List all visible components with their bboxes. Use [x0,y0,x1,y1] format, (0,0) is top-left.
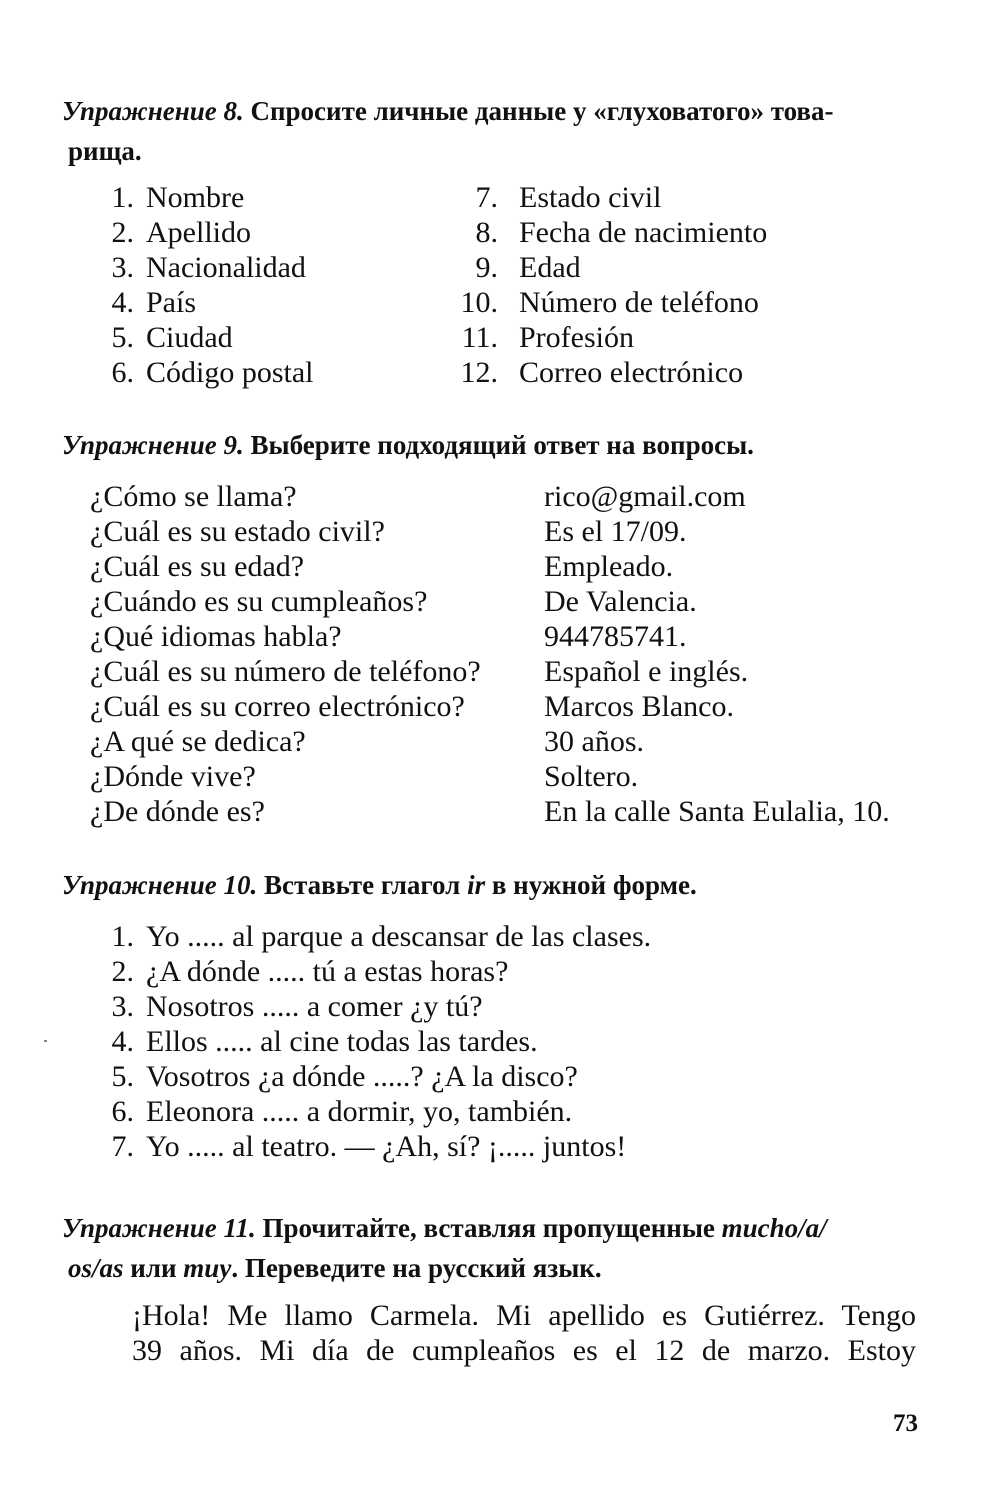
question-item: ¿Cuándo es su cumpleaños? [90,585,428,618]
exercise-11-text [132,1298,916,1368]
answer-item: 30 años. [544,725,644,758]
question-item: ¿Cuál es su correo electrónico? [90,690,465,723]
exercise-11-instruction-part3: . Переведите на русский язык. [231,1253,602,1283]
exercise-10-list [90,919,910,1164]
list-item [418,320,838,355]
list-item [90,180,410,215]
list-item [90,215,410,250]
item-text: Estado civil [519,181,662,214]
question-item: ¿De dónde es? [90,795,265,828]
list-item [90,320,410,355]
answer-item: Es el 17/09. [544,515,687,548]
exercise-10-verb: ir [467,870,486,900]
item-number: 2. [111,216,134,249]
item-number: 4. [111,286,134,319]
item-number: 7. [475,181,498,214]
exercise-10-label: Упражнение 10. [62,870,258,900]
list-item [90,919,910,954]
list-item [418,285,838,320]
item-text: Profesión [519,321,634,354]
list-item [90,954,910,989]
item-text: ¿A dónde ..... tú a estas horas? [146,955,509,988]
item-number: 5. [111,1060,134,1093]
exercise-11-instruction-part1: Прочитайте, вставляя пропущенные [262,1213,715,1243]
exercise-9-answers [544,479,964,829]
item-text: Vosotros ¿a dónde .....? ¿A la disco? [146,1060,578,1093]
item-number: 9. [475,251,498,284]
question-item: ¿Cuál es su edad? [90,550,305,583]
item-number: 6. [111,356,134,389]
paragraph-line: 39 años. Mi día de cumpleaños es el 12 de marzo. Estoy [132,1334,916,1367]
answer-item: Empleado. [544,550,674,583]
item-text: Yo ..... al teatro. — ¿Ah, sí? ¡..... juntos! [146,1130,627,1163]
list-item [90,989,910,1024]
item-text: Edad [519,251,581,284]
question-item: ¿Dónde vive? [90,760,256,793]
list-item [90,1059,910,1094]
item-text: Nombre [146,181,245,214]
exercise-8-list-column-2 [418,180,838,390]
item-text: Código postal [146,356,314,389]
item-text: Nosotros ..... a comer ¿y tú? [146,990,483,1023]
item-number: 6. [111,1095,134,1128]
question-item: ¿A qué se dedica? [90,725,306,758]
exercise-10-heading [62,865,942,905]
exercise-8-instruction-line1: Спросите личные данные у «глуховатого» това- [250,96,834,126]
item-number: 12. [460,356,498,389]
list-item [90,250,410,285]
answer-item: rico@gmail.com [544,480,746,513]
exercise-8-list-column-1 [90,180,410,390]
exercise-8-instruction-line2: рища. [68,136,142,166]
exercise-11-words3: muy [183,1253,232,1283]
exercise-9-label: Упражнение 9. [62,430,244,460]
item-number: 2. [111,955,134,988]
list-item [90,355,410,390]
item-text: Yo ..... al parque a descansar de las clases. [146,920,652,953]
item-number: 3. [111,251,134,284]
answer-item: Español e inglés. [544,655,749,688]
list-item [90,1094,910,1129]
question-item: ¿Qué idiomas habla? [90,620,342,653]
exercise-10-instruction-before: Вставьте глагол [263,870,461,900]
item-text: Fecha de nacimiento [519,216,768,249]
item-number: 10. [460,286,498,319]
list-item [90,1024,910,1059]
paragraph-line: ¡Hola! Me llamo Carmela. Mi apellido es Gutiérrez. Tengo [132,1299,916,1332]
item-text: País [146,286,197,319]
item-text: Correo electrónico [519,356,744,389]
item-text: Ellos ..... al cine todas las tardes. [146,1025,538,1058]
item-text: Eleonora ..... a dormir, yo, también. [146,1095,573,1128]
answer-item: Marcos Blanco. [544,690,734,723]
question-item: ¿Cómo se llama? [90,480,297,513]
list-item [418,250,838,285]
item-text: Nacionalidad [146,251,306,284]
exercise-9-instruction: Выберите подходящий ответ на вопросы. [250,430,754,460]
exercise-9-heading [62,425,942,465]
list-item [90,285,410,320]
answer-item: Soltero. [544,760,639,793]
item-text: Ciudad [146,321,233,354]
item-number: 8. [475,216,498,249]
list-item [418,180,838,215]
exercise-9-questions [90,479,530,829]
exercise-8-label: Упражнение 8. [62,96,244,126]
answer-item: De Valencia. [544,585,697,618]
item-text: Apellido [146,216,251,249]
exercise-10-instruction-after: в нужной форме. [491,870,697,900]
item-number: 5. [111,321,134,354]
item-number: 1. [111,920,134,953]
exercise-11-words2: os/as [68,1253,124,1283]
exercise-11-instruction-part2: или [130,1253,177,1283]
scan-speck [44,1040,47,1042]
question-item: ¿Cuál es su número de teléfono? [90,655,481,688]
item-number: 11. [461,321,498,354]
answer-item: 944785741. [544,620,687,653]
exercise-11-heading [62,1208,942,1288]
item-number: 1. [111,181,134,214]
list-item [418,355,838,390]
exercise-8-heading [62,91,942,171]
exercise-11-words1: mucho/a/ [721,1213,827,1243]
page-number: 73 [893,1410,918,1437]
answer-item: En la calle Santa Eulalia, 10. [544,795,890,828]
item-text: Número de teléfono [519,286,759,319]
question-item: ¿Cuál es su estado civil? [90,515,385,548]
item-number: 7. [111,1130,134,1163]
exercise-11-label: Упражнение 11. [62,1213,256,1243]
list-item [418,215,838,250]
item-number: 4. [111,1025,134,1058]
list-item [90,1129,910,1164]
item-number: 3. [111,990,134,1023]
